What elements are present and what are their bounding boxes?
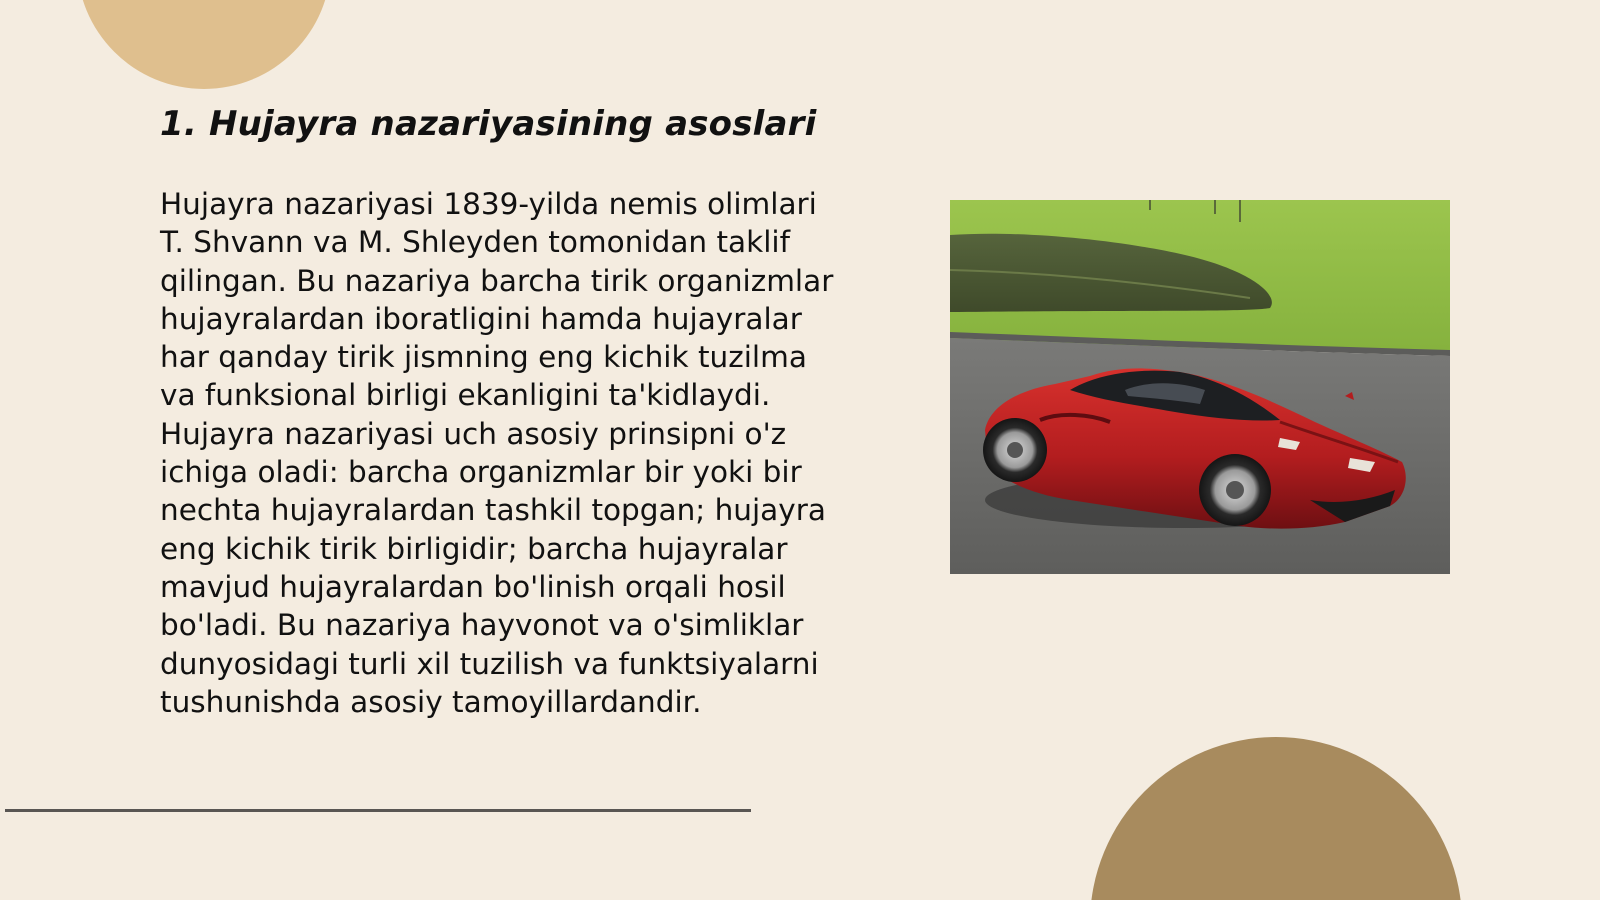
body-paragraph: Hujayra nazariyasi 1839-yilda nemis olimlari T. Shvann va M. Shleyden tomonidan taklif qilingan. Bu nazariya barcha tirik organizmlar hujayralardan iboratligini hamda hujayralar har qanday tirik jismning eng kichik tuzilma va funksional birligi ekanligini ta'kidlaydi. Hujayra nazariyasi uch asosiy prinsipni o'z ichiga oladi: barcha organizmlar bir yoki bir nechta hujayralardan tashkil topgan; hujayra eng kichik tirik birligidir; barcha hujayralar mavjud hujayralardan bo'linish orqali hosil bo'ladi. Bu nazariya hayvonot va o'simliklar dunyosidagi turli xil tuzilish va funktsiyalarni tushunishda asosiy tamoyillardandir. [160,187,834,719]
slide-title: 1. Hujayra nazariyasining asoslari [160,104,817,144]
divider-line [5,809,751,812]
red-sports-car-photo [950,200,1450,574]
decorative-circle-top [77,0,331,89]
decorative-circle-bottom [1090,737,1462,900]
